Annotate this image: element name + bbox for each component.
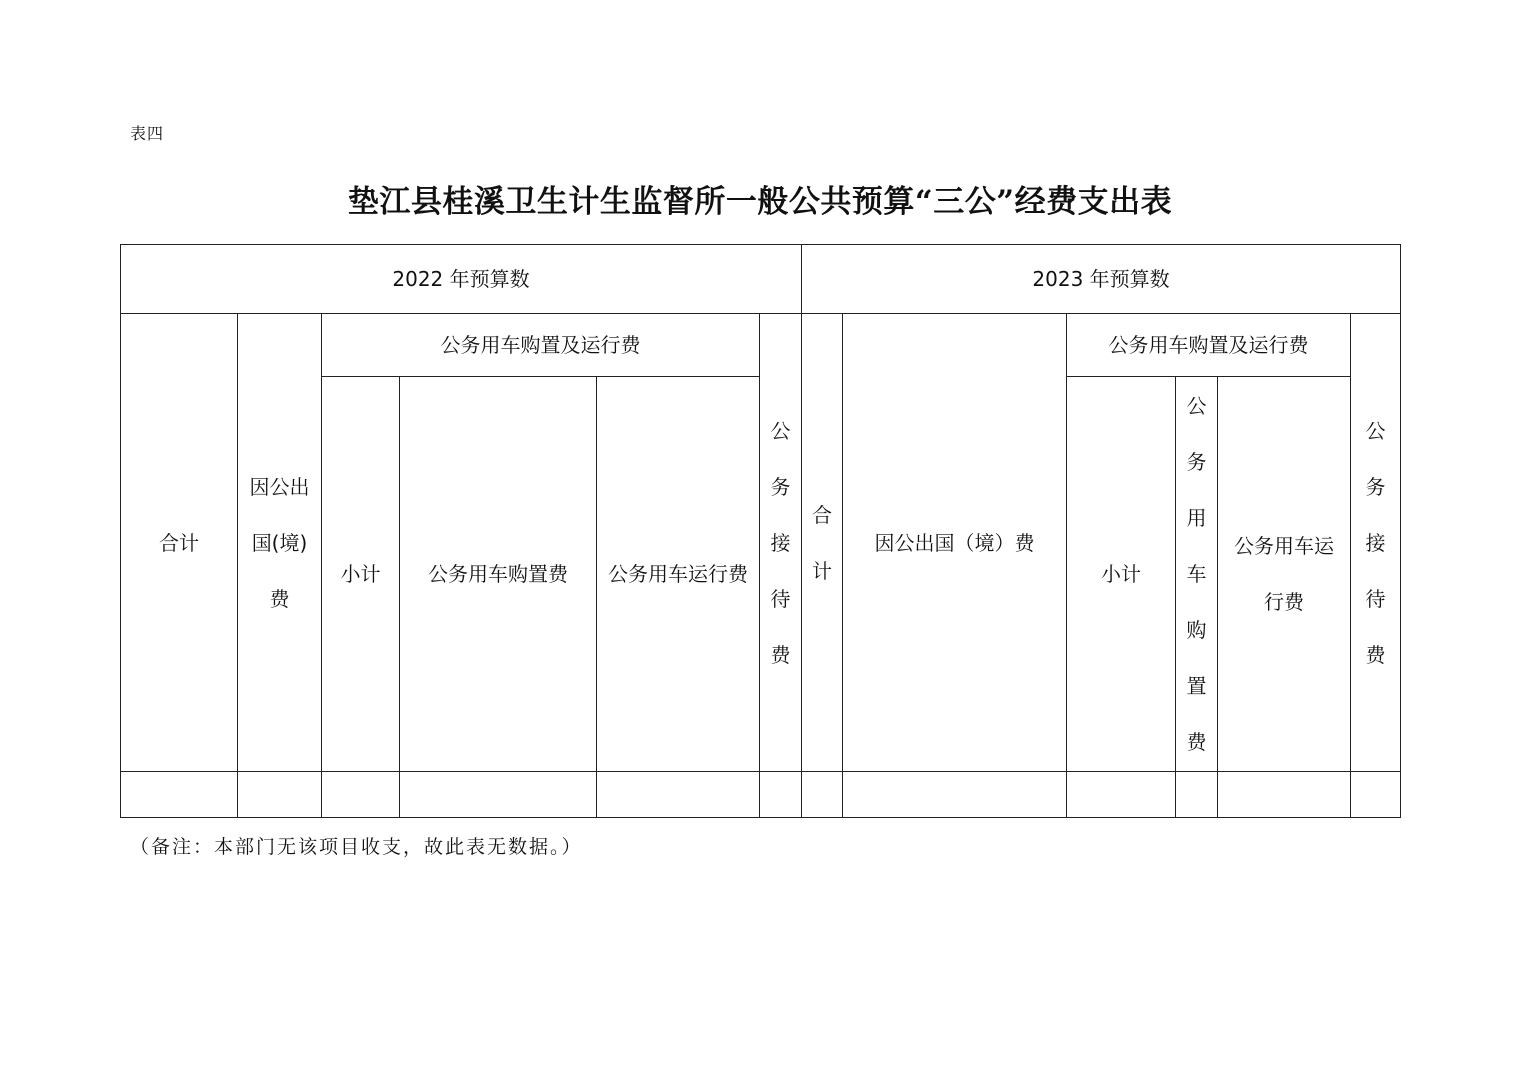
table-cell	[1067, 772, 1176, 818]
table-row	[121, 772, 1401, 818]
header-2023-vehicle-purchase: 公务用车购置费	[1176, 377, 1218, 772]
header-2022-budget: 2022 年预算数	[121, 245, 802, 314]
header-2023-budget: 2023 年预算数	[802, 245, 1401, 314]
table-cell	[322, 772, 400, 818]
header-2023-vehicle-group: 公务用车购置及运行费	[1067, 314, 1351, 377]
page-title: 垫江县桂溪卫生计生监督所一般公共预算“三公”经费支出表	[347, 184, 1173, 220]
table-cell	[843, 772, 1067, 818]
category-header-row	[121, 314, 1401, 377]
table-cell	[802, 772, 843, 818]
table-cell	[1351, 772, 1401, 818]
header-2022-total: 合计	[121, 314, 238, 772]
header-2023-vehicle-operation: 公务用车运行费	[1218, 377, 1351, 772]
year-header-row	[121, 245, 1401, 314]
header-2022-subtotal: 小计	[322, 377, 400, 772]
header-2022-reception: 公务接待费	[760, 314, 802, 772]
table-cell	[597, 772, 760, 818]
three-public-expenses-table	[120, 244, 1401, 818]
table-number-label: 表四	[130, 124, 165, 143]
table-cell	[1218, 772, 1351, 818]
header-2023-subtotal: 小计	[1067, 377, 1176, 772]
header-2022-vehicle-operation: 公务用车运行费	[597, 377, 760, 772]
header-2022-vehicle-group: 公务用车购置及运行费	[322, 314, 760, 377]
table-cell	[238, 772, 322, 818]
table-cell	[760, 772, 802, 818]
footnote: （备注：本部门无该项目收支，故此表无数据。）	[130, 836, 583, 858]
table-cell	[400, 772, 597, 818]
header-2023-abroad: 因公出国（境）费	[843, 314, 1067, 772]
header-2022-vehicle-purchase: 公务用车购置费	[400, 377, 597, 772]
table-cell	[1176, 772, 1218, 818]
header-2023-total: 合计	[802, 314, 843, 772]
header-2023-reception: 公务接待费	[1351, 314, 1401, 772]
header-2022-abroad: 因公出国(境)费	[238, 314, 322, 772]
table-cell	[121, 772, 238, 818]
